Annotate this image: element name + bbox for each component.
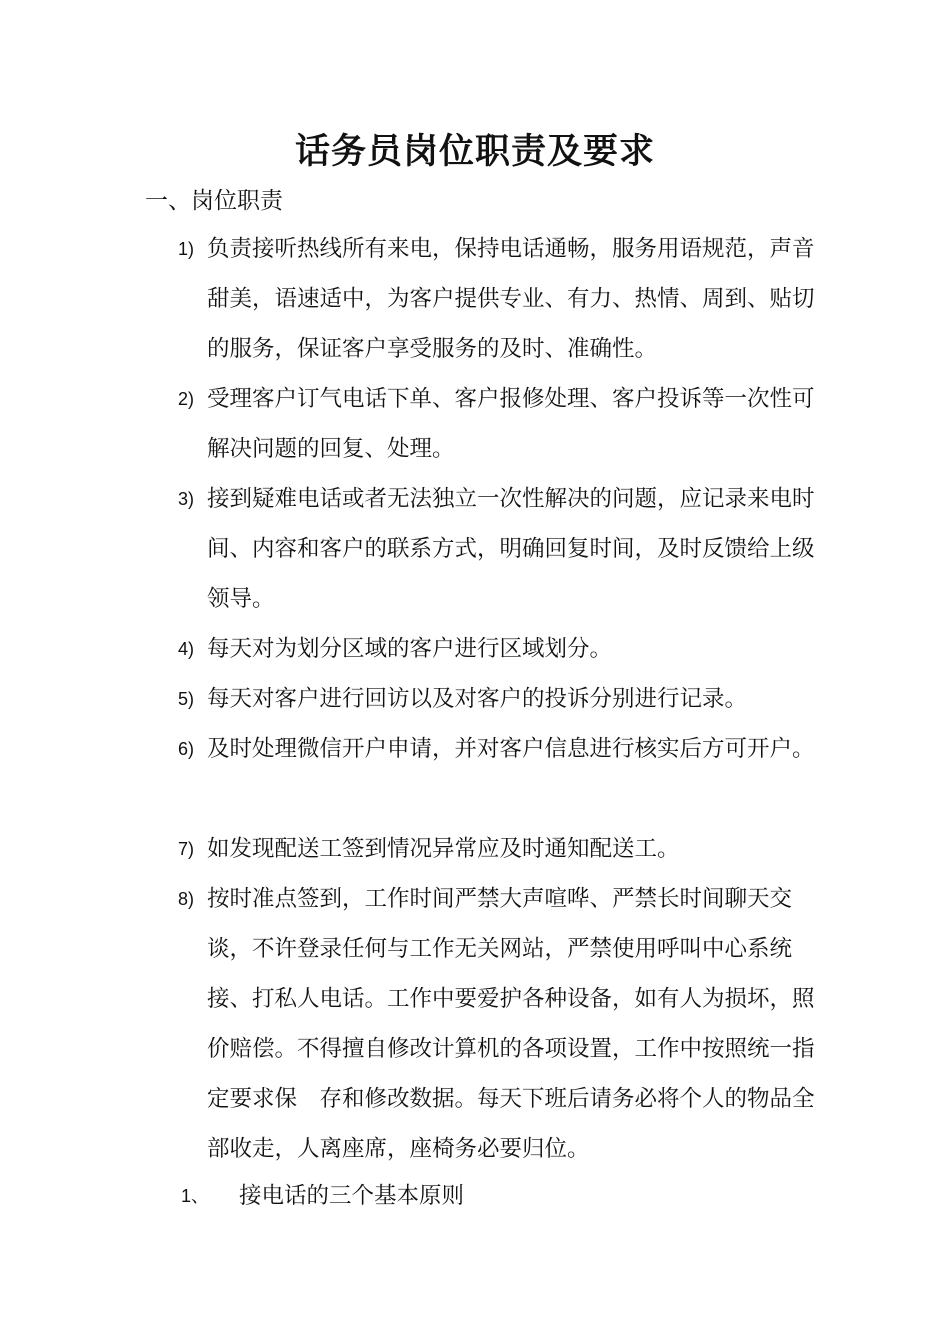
duty-item-number: 3) [178, 489, 195, 509]
duty-item-7 [178, 824, 828, 874]
duty-item-number: 6) [178, 739, 195, 759]
sub-heading-text: 接电话的三个基本原则 [239, 1183, 465, 1209]
duty-item-8 [178, 874, 828, 1174]
duty-item-number: 7) [178, 839, 195, 859]
section-heading-job-duties: 一、岗位职责 [145, 188, 283, 214]
duty-item-number: 1) [178, 239, 195, 259]
duty-item-number: 8) [178, 889, 195, 909]
duty-item-number: 2) [178, 389, 195, 409]
page-title: 话务员岗位职责及要求 [294, 131, 655, 172]
duty-item-number: 5) [178, 689, 195, 709]
duty-item-3 [178, 474, 828, 624]
duty-item-text: 及时处理微信开户申请，并对客户信息进行核实后方可开户。 [207, 736, 815, 762]
duty-item-5 [178, 674, 828, 724]
duty-item-text: 按时准点签到，工作时间严禁大声喧哗、严禁长时间聊天交谈，不许登录任何与工作无关网站，严禁使用呼叫中心系统接、打私人电话。工作中要爱护各种设备，如有人为损坏，照价赔偿。不得擅自修改计算机的各项设置，工作中按照统一指定要求保 存和修改数据。每天下班后请务必将个人的物品全部收走，人离座席，座椅务必要归位。 [207, 886, 815, 1162]
duty-item-text: 负责接听热线所有来电，保持电话通畅，服务用语规范，声音甜美，语速适中，为客户提供专业、有力、热情、周到、贴切的服务，保证客户享受服务的及时、准确性。 [207, 236, 815, 362]
duty-item-4 [178, 624, 828, 674]
duty-item-text: 接到疑难电话或者无法独立一次性解决的问题，应记录来电时间、内容和客户的联系方式，明确回复时间，及时反馈给上级领导。 [207, 486, 815, 612]
duty-item-2 [178, 374, 828, 474]
duty-item-text: 每天对客户进行回访以及对客户的投诉分别进行记录。 [207, 686, 748, 712]
sub-heading-number: 1、 [181, 1186, 210, 1206]
duty-item-6 [178, 724, 828, 824]
duty-item-text: 每天对为划分区域的客户进行区域划分。 [207, 636, 613, 662]
duty-item-number: 4) [178, 639, 195, 659]
duty-item-1 [178, 224, 828, 374]
duty-item-text: 受理客户订气电话下单、客户报修处理、客户投诉等一次性可解决问题的回复、处理。 [207, 386, 815, 462]
duty-item-text: 如发现配送工签到情况异常应及时通知配送工。 [207, 836, 680, 862]
